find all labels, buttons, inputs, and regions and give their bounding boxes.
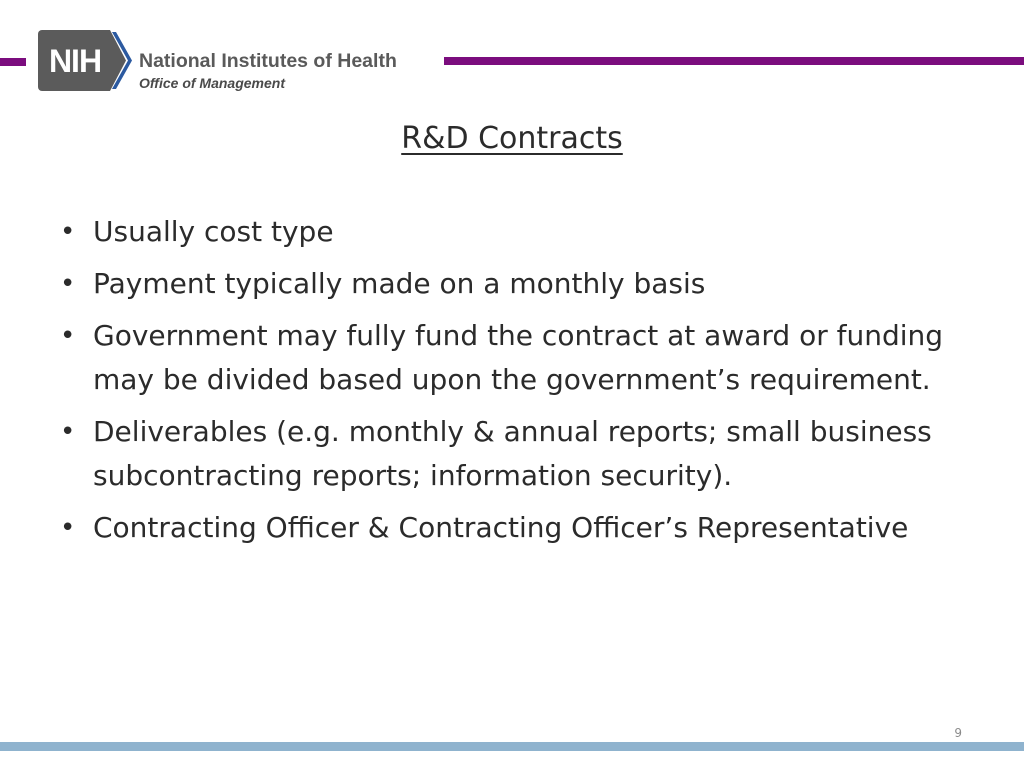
bullet-text: Usually cost type <box>93 215 334 248</box>
page-number: 9 <box>954 726 962 740</box>
logo-text: NIH <box>48 43 102 79</box>
accent-bar-right <box>444 57 1024 65</box>
bullet-dot-icon: • <box>60 321 76 351</box>
bullet-dot-icon: • <box>60 513 76 543</box>
organization-name: National Institutes of Health <box>139 50 397 72</box>
bullet-dot-icon: • <box>60 217 76 247</box>
bullet-item <box>60 262 980 306</box>
slide-title: R&D Contracts <box>401 121 623 156</box>
bullet-text: Contracting Officer & Contracting Officer’s Representative <box>93 511 909 544</box>
bullet-dot-icon: • <box>60 417 76 447</box>
bullet-dot-icon: • <box>60 269 76 299</box>
bullet-item <box>60 210 980 254</box>
bullet-item <box>60 314 980 402</box>
bullet-text: Deliverables (e.g. monthly & annual reports; small business subcontracting reports; information security). <box>93 415 932 492</box>
accent-bar-left <box>0 58 26 66</box>
bullet-item <box>60 410 980 498</box>
bullet-text: Payment typically made on a monthly basis <box>93 267 706 300</box>
bullet-item <box>60 506 980 550</box>
office-name: Office of Management <box>139 75 285 91</box>
slide-header <box>0 0 1024 110</box>
footer-bar <box>0 742 1024 751</box>
bullet-list <box>60 210 980 558</box>
bullet-text: Government may fully fund the contract at award or funding may be divided based upon the government’s requirement. <box>93 319 944 396</box>
